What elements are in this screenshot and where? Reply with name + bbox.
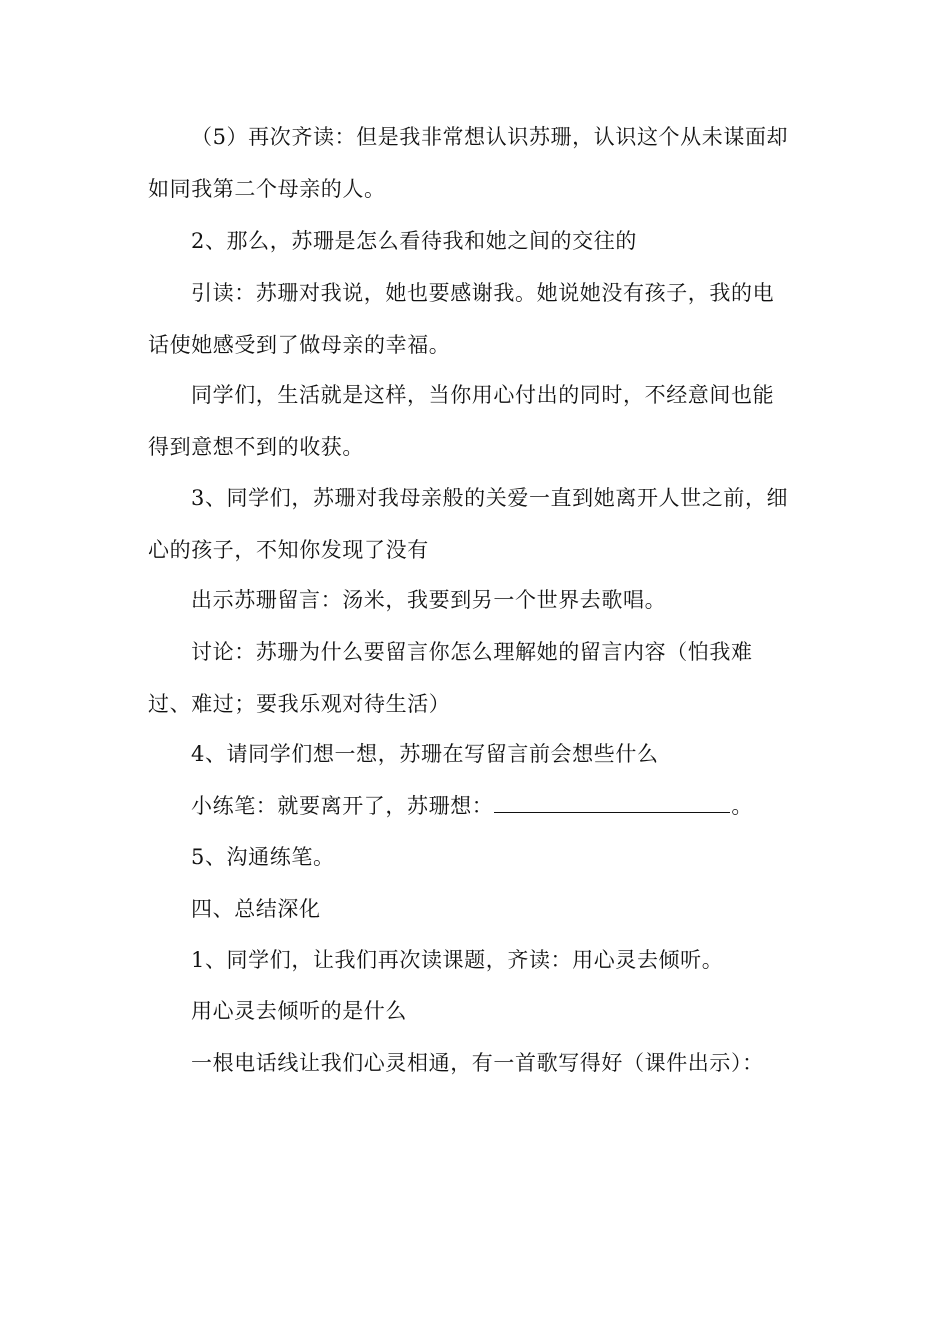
paragraph-line: 3、同学们，苏珊对我母亲般的关爱一直到她离开人世之前，细: [191, 486, 789, 510]
paragraph-line: 讨论：苏珊为什么要留言你怎么理解她的留言内容（怕我难: [191, 640, 753, 664]
paragraph-line: 1、同学们，让我们再次读课题，齐读：用心灵去倾听。: [191, 948, 724, 972]
paragraph-question-3: [148, 472, 818, 576]
paragraph-line: 得到意想不到的收获。: [148, 435, 364, 459]
section-heading-summary: [148, 883, 818, 935]
paragraph-line: （5）再次齐读：但是我非常想认识苏珊，认识这个从未谋面却: [191, 125, 789, 149]
paragraph-line: 同学们，生活就是这样，当你用心付出的同时，不经意间也能: [191, 383, 775, 407]
paragraph-question-2: [148, 215, 818, 267]
answer-blank: [494, 788, 730, 813]
paragraph-line: 2、那么，苏珊是怎么看待我和她之间的交往的: [191, 229, 637, 253]
paragraph-line: 过、难过；要我乐观对待生活）: [148, 692, 451, 716]
paragraph-question-4: [148, 728, 818, 780]
paragraph-line: 5、沟通练笔。: [191, 845, 335, 869]
paragraph-line: 4、请同学们想一想，苏珊在写留言前会想些什么: [191, 742, 659, 766]
paragraph-line: 用心灵去倾听的是什么: [191, 999, 407, 1023]
paragraph-line: 心的孩子，不知你发现了没有: [148, 538, 429, 562]
paragraph-line: 一根电话线让我们心灵相通，有一首歌写得好（课件出示）：: [191, 1051, 764, 1075]
paragraph-what-to-listen: [148, 985, 818, 1037]
paragraph-discussion: [148, 626, 818, 730]
paragraph-summary-1: [148, 934, 818, 986]
paragraph-line: 如同我第二个母亲的人。: [148, 177, 386, 201]
paragraph-line: 引读：苏珊对我说，她也要感谢我。她说她没有孩子，我的电: [191, 281, 775, 305]
paragraph-question-5: [148, 831, 818, 883]
paragraph-reread: [148, 111, 818, 215]
exercise-end-mark: 。: [731, 794, 754, 818]
paragraph-line: 出示苏珊留言：汤米，我要到另一个世界去歌唱。: [191, 588, 667, 612]
paragraph-phone-line: [148, 1037, 818, 1089]
paragraph-line: 四、总结深化: [191, 897, 321, 921]
paragraph-life-lesson: [148, 369, 818, 473]
paragraph-guided-reading: [148, 267, 818, 371]
paragraph-writing-exercise: [148, 780, 818, 832]
paragraph-line: 话使她感受到了做母亲的幸福。: [148, 333, 451, 357]
paragraph-line: [148, 780, 818, 832]
exercise-prompt: 小练笔：就要离开了，苏珊想：: [191, 794, 494, 818]
paragraph-show-message: [148, 574, 818, 626]
